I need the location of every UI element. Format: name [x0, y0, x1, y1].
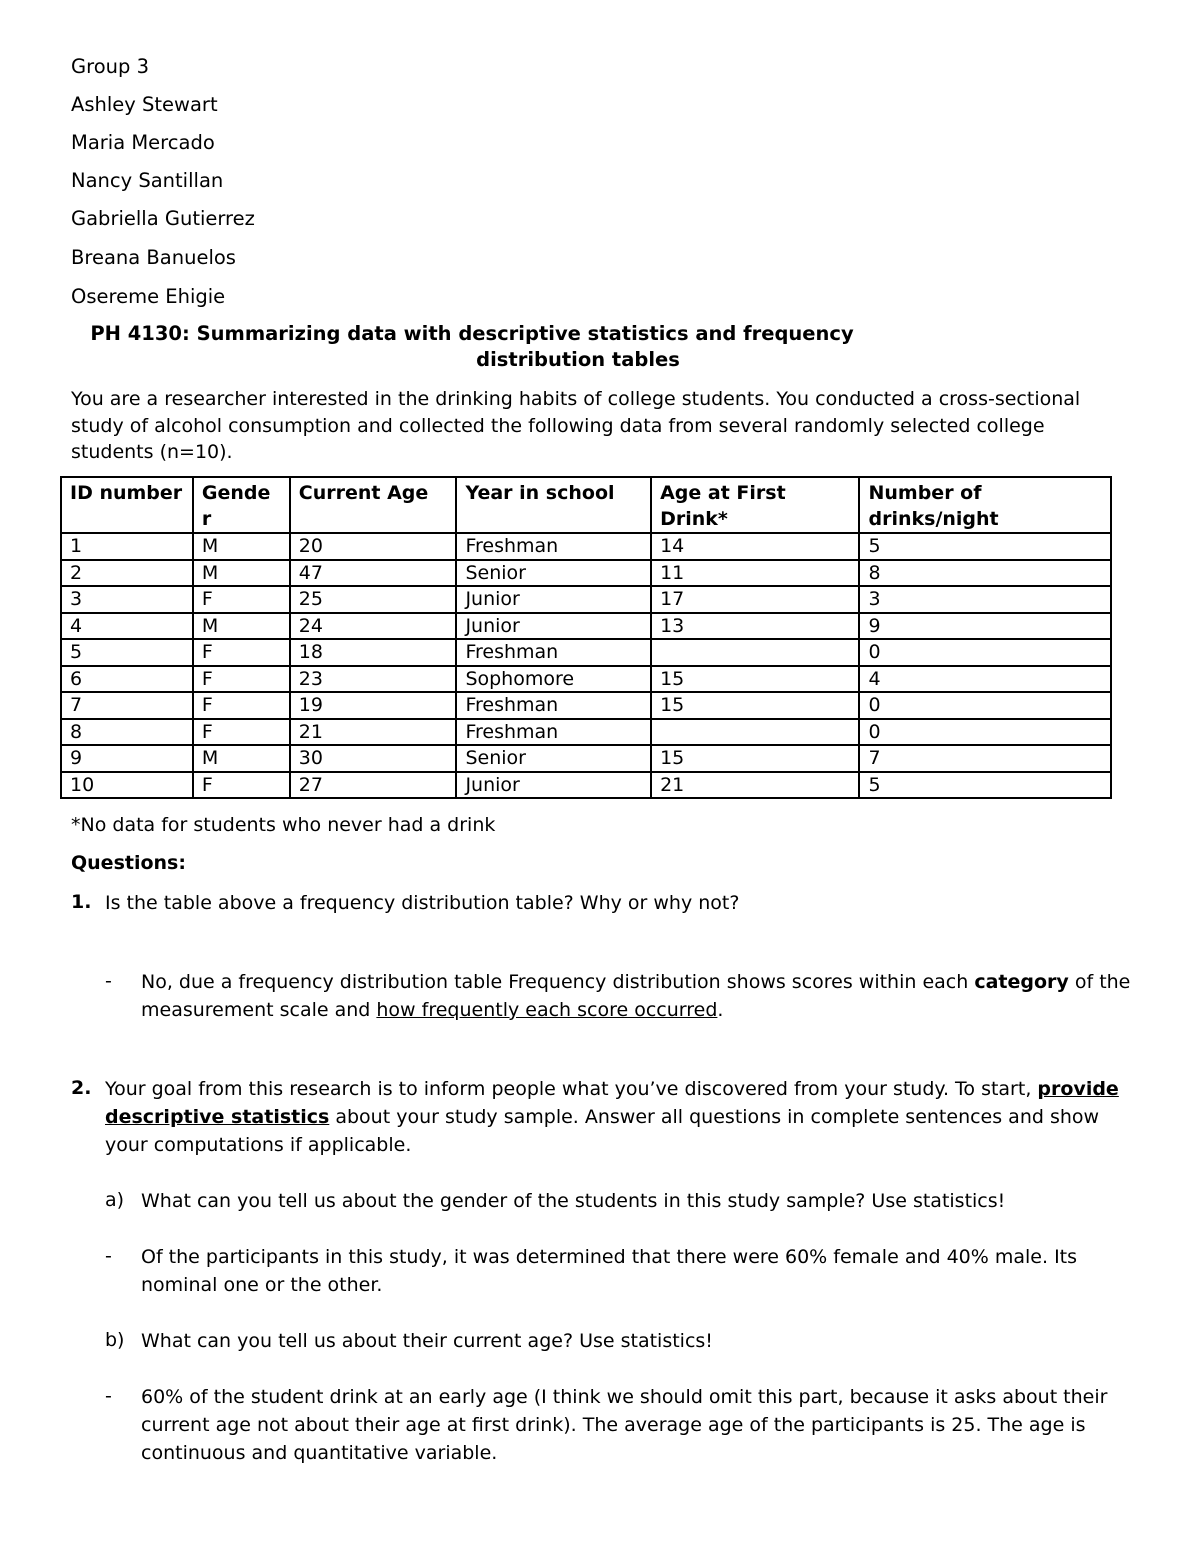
question-2-text — [105, 1075, 1135, 1159]
table-cell: M — [193, 533, 290, 560]
column-header: Gende r — [193, 477, 290, 533]
table-cell: 11 — [651, 560, 859, 587]
table-cell: 15 — [651, 666, 859, 693]
table-footnote: *No data for students who never had a drink — [71, 814, 496, 836]
table-row — [61, 639, 1111, 666]
question-emphasis-text: provide descriptive statistics — [105, 1078, 1119, 1128]
table-cell: F — [193, 666, 290, 693]
table-cell: Sophomore — [456, 666, 651, 693]
table-row — [61, 719, 1111, 746]
table-cell: 8 — [859, 560, 1111, 587]
table-cell: Senior — [456, 745, 651, 772]
table-cell: 17 — [651, 586, 859, 613]
student-data-table — [60, 476, 1112, 799]
document-title-line-2: distribution tables — [476, 348, 680, 371]
table-row — [61, 613, 1111, 640]
member-name: Breana Banuelos — [71, 246, 236, 269]
table-row — [61, 666, 1111, 693]
question-text: Your goal from this research is to inform people what you’ve discovered from your study. To start, — [105, 1078, 1038, 1100]
table-cell: 8 — [61, 719, 193, 746]
table-header-row — [61, 477, 1111, 533]
table-cell: 1 — [61, 533, 193, 560]
question-2b-text: What can you tell us about their current age? Use statistics! — [141, 1330, 713, 1352]
column-header: Number of drinks/night — [859, 477, 1111, 533]
table-cell: 18 — [290, 639, 457, 666]
answer-dash: - — [105, 1385, 112, 1407]
table-cell: 19 — [290, 692, 457, 719]
table-cell: 0 — [859, 692, 1111, 719]
table-cell: 3 — [61, 586, 193, 613]
table-cell: 9 — [859, 613, 1111, 640]
table-cell: 20 — [290, 533, 457, 560]
question-2a-text: What can you tell us about the gender of the students in this study sample? Use statistics! — [141, 1190, 1006, 1212]
table-cell: 3 — [859, 586, 1111, 613]
table-cell: Freshman — [456, 533, 651, 560]
table-cell: 23 — [290, 666, 457, 693]
table-cell: F — [193, 586, 290, 613]
table-cell: 0 — [859, 719, 1111, 746]
table-cell: 15 — [651, 745, 859, 772]
column-header: Age at First Drink* — [651, 477, 859, 533]
column-header: Current Age — [290, 477, 457, 533]
table-cell: 7 — [859, 745, 1111, 772]
table-cell: 5 — [859, 772, 1111, 799]
answer-text: . — [717, 999, 724, 1021]
table-cell: F — [193, 772, 290, 799]
answer-underlined-text: how frequently each score occurred — [376, 999, 718, 1021]
table-cell: 47 — [290, 560, 457, 587]
table-cell: 21 — [290, 719, 457, 746]
member-name: Maria Mercado — [71, 131, 215, 154]
table-row — [61, 586, 1111, 613]
table-cell: 0 — [859, 639, 1111, 666]
table-row — [61, 692, 1111, 719]
table-cell: 9 — [61, 745, 193, 772]
table-cell: 4 — [859, 666, 1111, 693]
table-cell: 27 — [290, 772, 457, 799]
table-row — [61, 560, 1111, 587]
table-cell: Freshman — [456, 692, 651, 719]
table-row — [61, 745, 1111, 772]
table-body — [61, 533, 1111, 798]
question-2b-label: b) — [105, 1329, 125, 1351]
table-cell: 2 — [61, 560, 193, 587]
question-2a-label: a) — [105, 1189, 125, 1211]
table-cell: 10 — [61, 772, 193, 799]
table-cell: M — [193, 745, 290, 772]
table-cell: Junior — [456, 772, 651, 799]
table-cell — [651, 719, 859, 746]
question-1-text: Is the table above a frequency distribution table? Why or why not? — [105, 892, 740, 914]
answer-text: of the measurement scale and — [141, 971, 1131, 1021]
table-cell: 5 — [859, 533, 1111, 560]
table-cell: 14 — [651, 533, 859, 560]
table-cell: 5 — [61, 639, 193, 666]
column-header: Year in school — [456, 477, 651, 533]
intro-paragraph: You are a researcher interested in the drinking habits of college students. You conducted a cross-sectional study of alcohol consumption and collected the following data from several randomly selected college students (n=10). — [71, 388, 1081, 463]
member-name: Gabriella Gutierrez — [71, 207, 255, 230]
table-cell: M — [193, 613, 290, 640]
table-cell: Junior — [456, 613, 651, 640]
table-cell: 21 — [651, 772, 859, 799]
answer-dash: - — [105, 970, 112, 992]
answer-dash: - — [105, 1245, 112, 1267]
table-row — [61, 533, 1111, 560]
table-cell: 6 — [61, 666, 193, 693]
member-name: Ashley Stewart — [71, 93, 218, 116]
table-cell: M — [193, 560, 290, 587]
table-cell: Junior — [456, 586, 651, 613]
table-cell: F — [193, 639, 290, 666]
table-cell — [651, 639, 859, 666]
question-2-number: 2. — [71, 1077, 92, 1099]
table-cell: 25 — [290, 586, 457, 613]
member-name: Osereme Ehigie — [71, 285, 226, 308]
column-header: ID number — [61, 477, 193, 533]
question-1-number: 1. — [71, 891, 92, 913]
question-2a-answer: Of the participants in this study, it was determined that there were 60% female and 40% male. Its nominal one or the other. — [141, 1246, 1078, 1296]
table-cell: F — [193, 692, 290, 719]
table-row — [61, 772, 1111, 799]
answer-bold-text: category — [974, 971, 1069, 993]
table-cell: 30 — [290, 745, 457, 772]
question-2b-answer: 60% of the student drink at an early age (I think we should omit this part, because it asks about their current age not about their age at first drink). The average age of the participants is 25. The age is continuous and quantitative variable. — [141, 1386, 1108, 1464]
answer-text: No, due a frequency distribution table Frequency distribution shows scores within each — [141, 971, 975, 993]
question-1-answer — [141, 968, 1131, 1024]
table-cell: 15 — [651, 692, 859, 719]
table-cell: Freshman — [456, 639, 651, 666]
table-cell: 13 — [651, 613, 859, 640]
table-cell: 4 — [61, 613, 193, 640]
table-cell: 7 — [61, 692, 193, 719]
table-cell: Freshman — [456, 719, 651, 746]
member-name: Nancy Santillan — [71, 169, 224, 192]
question-text: about your study sample. Answer all questions in complete sentences and show your computations if applicable. — [105, 1106, 1100, 1156]
table-cell: F — [193, 719, 290, 746]
group-label: Group 3 — [71, 55, 149, 78]
questions-heading: Questions: — [71, 852, 186, 874]
table-cell: 24 — [290, 613, 457, 640]
table-cell: Senior — [456, 560, 651, 587]
document-title-line-1: PH 4130: Summarizing data with descriptive statistics and frequency — [90, 322, 854, 345]
